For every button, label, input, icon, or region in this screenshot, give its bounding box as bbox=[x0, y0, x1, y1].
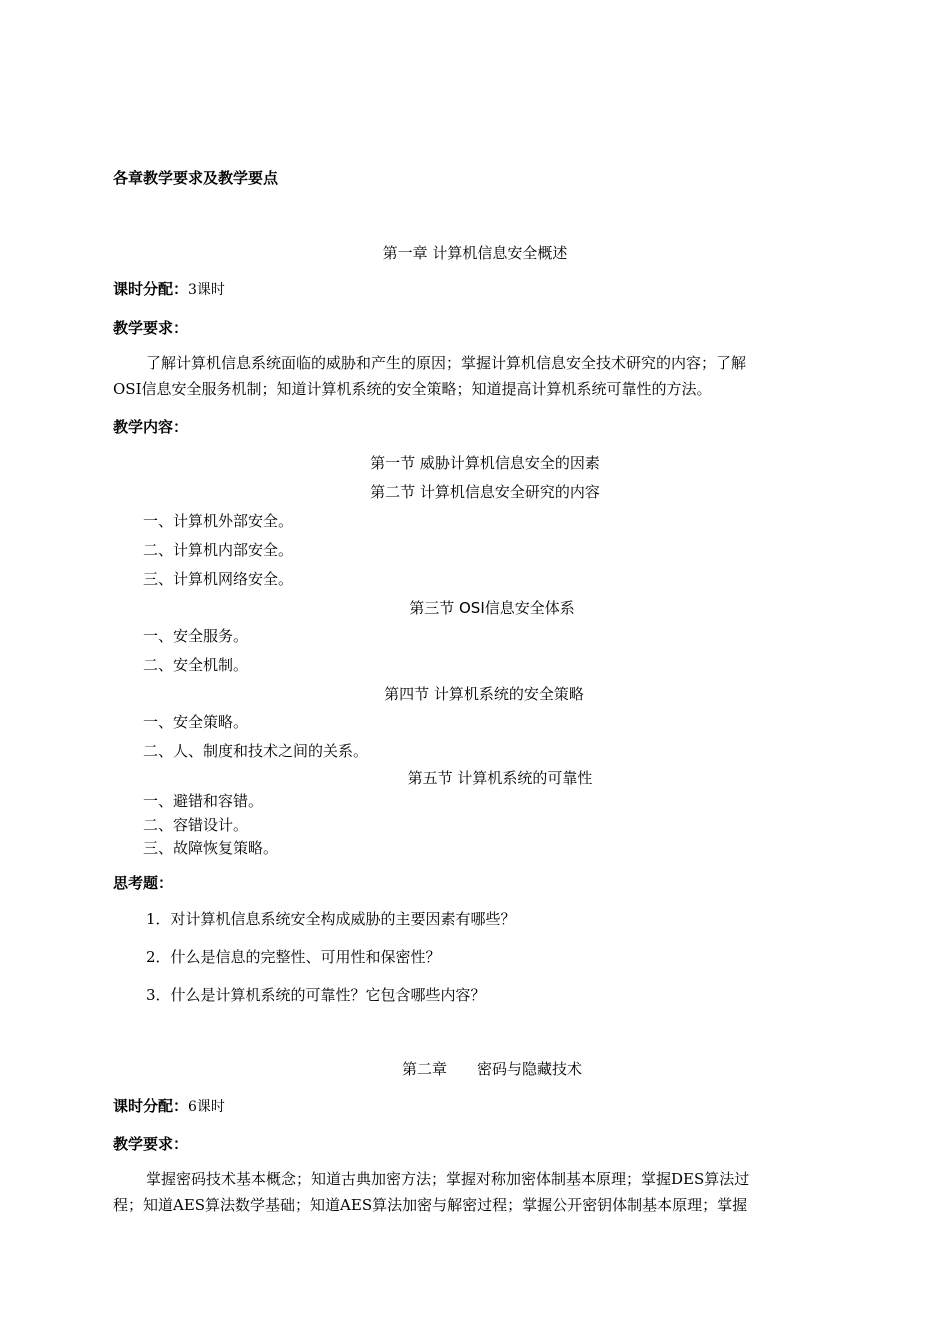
chapter2-requirements-label: 教学要求： bbox=[113, 1135, 189, 1153]
list-item: 三、计算机网络安全。 bbox=[143, 570, 294, 588]
section-5-title: 第五节 计算机系统的可靠性 bbox=[407, 769, 593, 787]
section-2-title: 第二节 计算机信息安全研究的内容 bbox=[370, 483, 600, 501]
question-item: 1．对计算机信息系统安全构成威胁的主要因素有哪些？ bbox=[146, 910, 516, 928]
chapter2-hours bbox=[113, 1095, 225, 1116]
list-item: 一、计算机外部安全。 bbox=[143, 512, 294, 530]
list-item: 二、容错设计。 bbox=[143, 816, 249, 834]
list-item: 二、计算机内部安全。 bbox=[143, 541, 294, 559]
chapter2-requirements-line2: 程；知道AES算法数学基础；知道AES算法加密与解密过程；掌握公开密钥体制基本原理；掌握 bbox=[113, 1196, 748, 1214]
chapter1-requirements-line2: OSI信息安全服务机制；知道计算机系统的安全策略；知道提高计算机系统可靠性的方法。 bbox=[113, 380, 712, 398]
question-item: 2．什么是信息的完整性、可用性和保密性？ bbox=[146, 948, 441, 966]
list-item: 二、安全机制。 bbox=[143, 656, 249, 674]
question-item: 3．什么是计算机系统的可靠性？它包含哪些内容？ bbox=[146, 986, 486, 1004]
section-4-title: 第四节 计算机系统的安全策略 bbox=[384, 685, 584, 703]
chapter1-title: 第一章 计算机信息安全概述 bbox=[382, 244, 568, 262]
hours-label: 课时分配： bbox=[113, 280, 189, 298]
chapter1-hours bbox=[113, 278, 225, 299]
chapter1-questions-label: 思考题： bbox=[113, 874, 174, 892]
list-item: 二、人、制度和技术之间的关系。 bbox=[143, 742, 369, 760]
hours-value: 6课时 bbox=[188, 1099, 225, 1115]
chapter1-requirements-label: 教学要求： bbox=[113, 319, 189, 337]
hours-label: 课时分配： bbox=[113, 1097, 189, 1115]
document-title: 各章教学要求及教学要点 bbox=[113, 169, 279, 187]
chapter2-title: 第二章 密码与隐藏技术 bbox=[401, 1060, 582, 1078]
list-item: 一、安全服务。 bbox=[143, 627, 249, 645]
chapter1-content-label: 教学内容： bbox=[113, 418, 189, 436]
section-3-title: 第三节 OSI信息安全体系 bbox=[409, 599, 575, 617]
section-1-title: 第一节 威胁计算机信息安全的因素 bbox=[370, 454, 600, 472]
chapter1-requirements-line1: 了解计算机信息系统面临的威胁和产生的原因；掌握计算机信息安全技术研究的内容；了解 bbox=[146, 354, 747, 372]
list-item: 三、故障恢复策略。 bbox=[143, 839, 279, 857]
list-item: 一、安全策略。 bbox=[143, 713, 249, 731]
list-item: 一、避错和容错。 bbox=[143, 792, 264, 810]
hours-value: 3课时 bbox=[188, 282, 225, 298]
chapter2-requirements-line1: 掌握密码技术基本概念；知道古典加密方法；掌握对称加密体制基本原理；掌握DES算法过 bbox=[146, 1170, 750, 1188]
